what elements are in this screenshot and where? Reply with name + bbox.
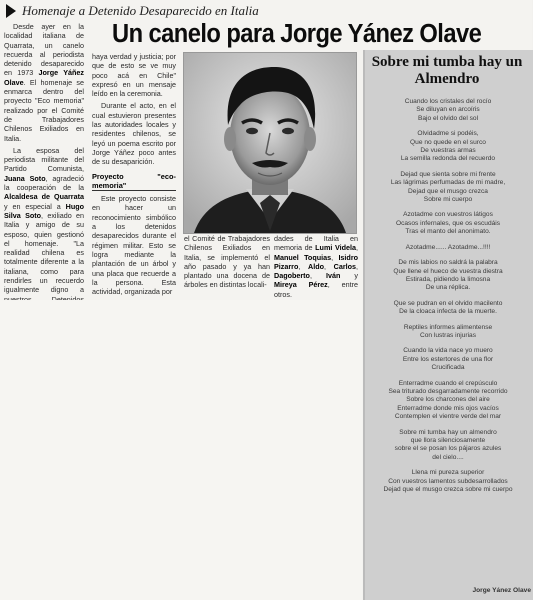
paragraph: haya verdad y justicia; por que de esto se ve muy poco acá en Chile" expresó en un mensaje leído en la ceremonia. (92, 52, 176, 99)
poem-line: Enterradme cuando el crepúsculo (398, 379, 498, 387)
poem-stanza (368, 98, 528, 123)
poem-line: Contemplen el vientre verde del mar (394, 413, 502, 421)
poem-line: Las lágrimas perfumadas de mi madre, (390, 179, 506, 187)
poem-line: Cuando la vida nace yo muero (403, 347, 493, 355)
poem-stanza (368, 259, 528, 293)
poem-line: De la cloaca infecta de la muerte. (399, 308, 497, 316)
poem-line: De mis labios no saldrá la palabra (398, 259, 498, 267)
poem-stanza (368, 300, 528, 317)
paragraph: el Comité de Trabajadores Chilenos Exiliados en Italia, se implementó el año pasado y ya han plantado una docena de árboles en distintas locali- (184, 234, 270, 290)
kicker-text: Homenaje a Detenido Desaparecido en Italia (22, 3, 259, 18)
poem-line: Dejad que sienta sobre mi frente (400, 170, 496, 178)
article-column-1 (4, 22, 84, 295)
paragraph: La esposa del periodista militante del Partido Comunista, Juana Soto, agradeció la cooperación de la Alcaldesa de Quarrata y en especial a Hugo Silva Soto, exiliado en Italia y amigo de su esposo, quien gestionó el homenaje. "La realidad chilena es totalmente diferente a la italiana, como para rendirles un recuerdo igualmente digno a (4, 145, 84, 295)
poem-stanza (368, 171, 528, 205)
poem-stanza (368, 380, 528, 422)
poem-stanza (368, 130, 528, 164)
poem-stanza (368, 211, 528, 236)
poem-line: Sobre mi cuerpo (423, 196, 473, 204)
poem-line: Olvidadme si podéis, (417, 130, 479, 138)
poem-line: sobre el se posan los pájaros azules (394, 445, 502, 453)
poem-line: Reptiles informes alimentense (403, 323, 493, 331)
poem-line: Que llene el hueco de vuestra diestra (393, 267, 503, 275)
paragraph: Durante el acto, en el cual estuvieron presentes las autoridades locales y residentes chilenos, se leyó un poema escrito por Jorge Yáñez poco antes de su desaparición. (92, 101, 176, 167)
poem-line: Que se pudran en el olvido macilento (393, 299, 503, 307)
triangle-bullet-icon (6, 4, 16, 18)
paragraph: Este proyecto consiste en hacer un reconocimiento simbólico a los detenidos desaparecidos durante el régimen militar. Esto se logra mediante la plantación de un árbol y una placa que recuerde a la persona. Esta actividad, organizada por (92, 194, 176, 297)
poem-stanza (368, 347, 528, 372)
article-column-4 (274, 234, 359, 299)
poem-line: Tras el manto del anonimato. (405, 228, 491, 236)
poem-line: Bajo el olvido del sol (417, 114, 479, 122)
poem-line: De una réplica. (425, 284, 471, 292)
poem-line: Que no quede en el surco (410, 138, 486, 146)
subheading: Proyecto "eco-memoria" (92, 171, 176, 190)
poem-line: Cuando los cristales del rocío (404, 98, 492, 105)
poem-line: Enterradme donde mis ojos vacíos (397, 404, 499, 412)
article-column-3 (184, 234, 270, 292)
poem-line: Llena mi pureza superior (411, 469, 485, 477)
poem-line: Con lustras injurias (419, 331, 477, 339)
poem-title: Sobre mi tumba hay un Almendro (371, 54, 523, 87)
poem-stanza (368, 244, 528, 252)
poem-line: Con vuestros lamentos subdesarrollados (388, 477, 508, 485)
poem-line: Azotadme...... Azotadme...!!!! (405, 243, 491, 251)
kicker (4, 3, 324, 19)
poem-line: Crucificada (431, 364, 465, 372)
poem-line: Ocasos infernales, que os escudáis (395, 219, 501, 227)
poem-line: Entre los estertores de una flor (402, 355, 494, 363)
poem-line: que llora silenciosamente (410, 437, 486, 444)
poem-line: Dejad que el musgo crezca sobre mi cuerpo (383, 486, 513, 494)
portrait-illustration (184, 53, 356, 233)
poem-line: Dejad que el musgo crezca (408, 187, 488, 195)
blank-area (0, 300, 362, 600)
portrait-photo (183, 52, 357, 234)
headline: Un canelo para Jorge Yánez Olave (112, 20, 482, 48)
poem-body (368, 98, 528, 578)
poem-line: Sea triturado desgarradamente recorrido (388, 387, 508, 395)
poem-signature: Jorge Yánez Olave (472, 587, 531, 594)
poem-line: De vuestras armas (420, 147, 476, 155)
paragraph: dades de Italia en memoria de Lumi Videla, Manuel Toquias, Isidro Pizarro, Aldo, Carlos, Dagoberto, Iván y Mireya Pérez, entre otros. (274, 234, 359, 299)
poem-line: La semilla redonda del recuerdo (400, 155, 496, 163)
poem-line: Azotadme con vuestros látigos (403, 211, 493, 219)
article-column-2 (92, 52, 176, 297)
poem-line: Sobre mi tumba hay un almendro (399, 428, 497, 436)
poem-stanza (368, 324, 528, 341)
poem-line: Se diluyan en arcoíris (416, 106, 480, 114)
poem-stanza (368, 469, 528, 494)
poem-stanza (368, 429, 528, 463)
paragraph: Desde ayer en la localidad italiana de Quarrata, un canelo recuerda al periodista detenido desaparecido en 1973 Jorge Yáñez Olave. El homenaje se enmarca dentro del proyecto "Eco memoria" realizado por el Comité de Trabajadores Chilenos Exiliados en Italia. (4, 22, 84, 143)
poem-line: del cielo.... (432, 453, 464, 461)
poem-line: Sobre los charcones del aire (406, 396, 490, 404)
poem-line: Estirada, pidiendo la limosna (405, 275, 491, 283)
